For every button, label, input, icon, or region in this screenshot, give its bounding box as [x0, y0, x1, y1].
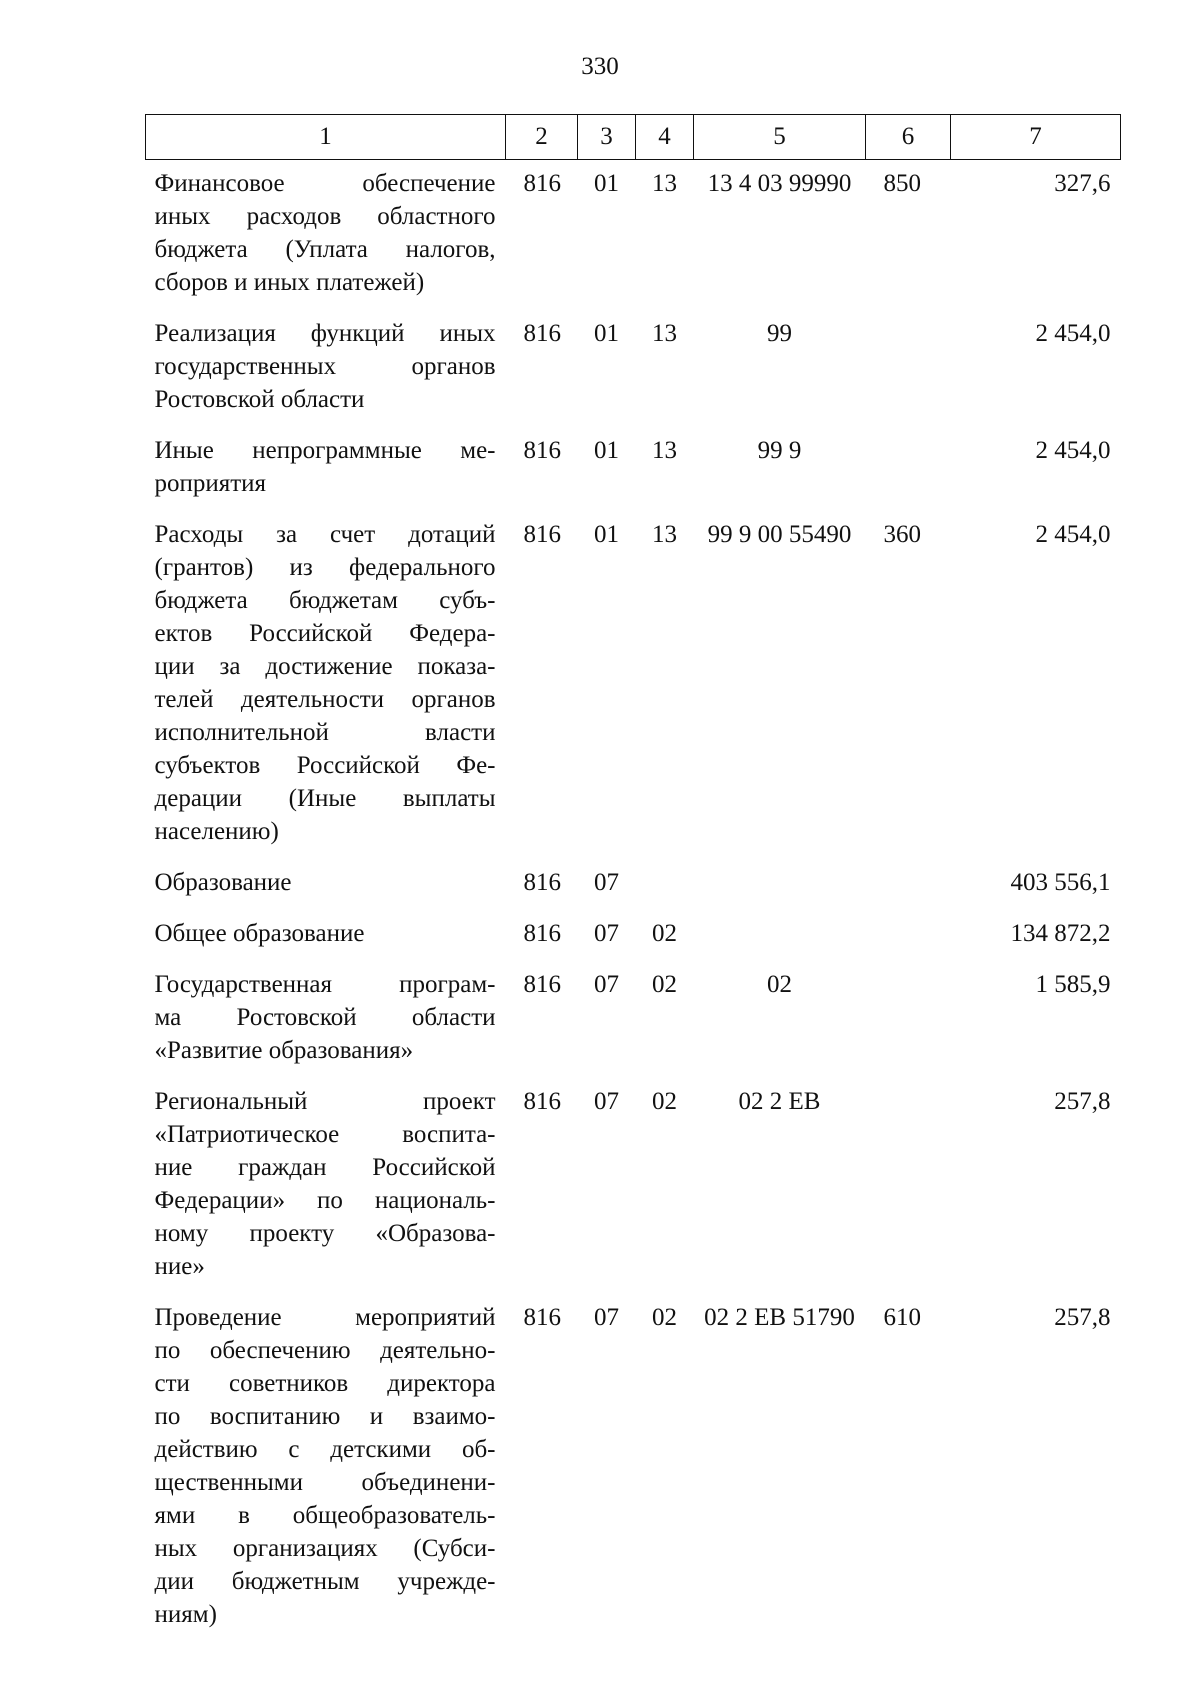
row-cell-c6: 610 [883, 1304, 921, 1331]
row-name-line: (грантов) из федерального [154, 554, 496, 581]
row-name-cell [146, 910, 506, 961]
page-number: 330 [581, 53, 619, 80]
table-row [146, 859, 1121, 910]
row-name-line: Ростовской области [154, 386, 365, 413]
row-name-line: Государственная програм- [154, 971, 496, 998]
row-cell-c6 [866, 310, 951, 427]
row-name-line: ектов Российской Федера- [154, 620, 496, 647]
row-cell-c2: 816 [523, 920, 561, 947]
row-cell-c3: 07 [594, 1088, 619, 1115]
row-cell-c3: 01 [594, 437, 619, 464]
row-cell-c3: 01 [594, 170, 619, 197]
row-cell-c6: 360 [883, 521, 921, 548]
row-cell-c7: 134 872,2 [1010, 920, 1111, 947]
header-row [146, 115, 1121, 160]
row-name-line: ние граждан Российской [154, 1154, 496, 1181]
row-cell-c7: 257,8 [1054, 1304, 1111, 1331]
row-cell-c4: 13 [652, 521, 677, 548]
row-cell-c3: 07 [594, 971, 619, 998]
row-cell-c5 [694, 859, 866, 910]
header-col-3: 3 [578, 115, 636, 160]
row-cell-c4: 02 [652, 971, 677, 998]
row-name-cell [146, 1078, 506, 1294]
row-name-line: исполнительной власти [154, 719, 496, 746]
row-cell-c5: 99 [767, 320, 792, 347]
row-name-line: бюджета бюджетам субъ- [154, 587, 496, 614]
row-cell-c6 [866, 859, 951, 910]
row-name-line: «Развитие образования» [154, 1037, 414, 1064]
row-name-line: Общее образование [154, 920, 365, 947]
row-name-line: ных организациях (Субси- [154, 1535, 496, 1562]
row-cell-c5: 02 2 ЕВ [738, 1088, 821, 1115]
row-name-cell [146, 1294, 506, 1642]
row-cell-c3: 07 [594, 869, 619, 896]
row-cell-c5: 13 4 03 99990 [707, 170, 852, 197]
row-name-line: Иные непрограммные ме- [154, 437, 496, 464]
row-cell-c7: 403 556,1 [1010, 869, 1111, 896]
budget-table [145, 114, 1121, 1642]
row-cell-c2: 816 [523, 521, 561, 548]
row-cell-c5: 99 9 00 55490 [707, 521, 852, 548]
budget-table-container [145, 114, 1120, 1642]
row-cell-c2: 816 [523, 170, 561, 197]
row-cell-c2: 816 [523, 971, 561, 998]
table-row [146, 910, 1121, 961]
row-name-line: Образование [154, 869, 292, 896]
row-name-line: населению) [154, 818, 279, 845]
row-name-line: Федерации» по националь- [154, 1187, 496, 1214]
row-cell-c6 [866, 910, 951, 961]
row-name-line: щественными объединени- [154, 1469, 496, 1496]
row-name-line: по воспитанию и взаимо- [154, 1403, 496, 1430]
row-name-line: иных расходов областного [154, 203, 496, 230]
row-cell-c4: 13 [652, 170, 677, 197]
row-cell-c4 [636, 859, 694, 910]
header-col-7: 7 [951, 115, 1121, 160]
row-name-line: роприятия [154, 470, 267, 497]
table-body [146, 160, 1121, 1643]
row-name-line: сборов и иных платежей) [154, 269, 425, 296]
row-name-line: Региональный проект [154, 1088, 496, 1115]
row-cell-c2: 816 [523, 869, 561, 896]
row-cell-c7: 257,8 [1054, 1088, 1111, 1115]
row-name-line: по обеспечению деятельно- [154, 1337, 496, 1364]
row-cell-c5: 02 [767, 971, 792, 998]
row-name-line: сти советников директора [154, 1370, 496, 1397]
row-name-cell [146, 160, 506, 311]
row-name-line: Проведение мероприятий [154, 1304, 496, 1331]
row-cell-c6 [866, 427, 951, 511]
table-header [146, 115, 1121, 160]
header-col-6: 6 [866, 115, 951, 160]
row-name-line: дерации (Иные выплаты [154, 785, 496, 812]
table-row [146, 1294, 1121, 1642]
row-name-line: Расходы за счет дотаций [154, 521, 496, 548]
row-cell-c5 [694, 910, 866, 961]
table-row [146, 310, 1121, 427]
row-name-line: действию с детскими об- [154, 1436, 496, 1463]
row-cell-c7: 2 454,0 [1035, 320, 1111, 347]
row-name-line: субъектов Российской Фе- [154, 752, 496, 779]
table-row [146, 427, 1121, 511]
row-cell-c2: 816 [523, 1088, 561, 1115]
row-cell-c6 [866, 1078, 951, 1294]
row-cell-c4: 13 [652, 320, 677, 347]
row-cell-c7: 327,6 [1054, 170, 1111, 197]
row-name-line: ции за достижение показа- [154, 653, 496, 680]
row-cell-c4: 02 [652, 1304, 677, 1331]
row-cell-c3: 01 [594, 320, 619, 347]
row-name-line: «Патриотическое воспита- [154, 1121, 496, 1148]
row-name-cell [146, 511, 506, 859]
row-name-line: бюджета (Уплата налогов, [154, 236, 496, 263]
row-cell-c2: 816 [523, 437, 561, 464]
header-col-2: 2 [506, 115, 578, 160]
row-cell-c3: 07 [594, 1304, 619, 1331]
row-cell-c2: 816 [523, 1304, 561, 1331]
row-name-line: ниям) [154, 1601, 217, 1628]
row-cell-c4: 02 [652, 920, 677, 947]
header-col-1: 1 [146, 115, 506, 160]
row-name-cell [146, 310, 506, 427]
row-cell-c6 [866, 961, 951, 1078]
row-name-line: государственных органов [154, 353, 496, 380]
row-cell-c6: 850 [883, 170, 921, 197]
row-cell-c4: 02 [652, 1088, 677, 1115]
row-name-line: ние» [154, 1253, 205, 1280]
row-name-cell [146, 427, 506, 511]
row-name-cell [146, 961, 506, 1078]
row-name-line: ма Ростовской области [154, 1004, 496, 1031]
row-cell-c2: 816 [523, 320, 561, 347]
header-col-4: 4 [636, 115, 694, 160]
row-cell-c7: 2 454,0 [1035, 521, 1111, 548]
header-col-5: 5 [694, 115, 866, 160]
row-name-cell [146, 859, 506, 910]
row-cell-c5: 02 2 ЕВ 51790 [704, 1304, 855, 1331]
row-name-line: Реализация функций иных [154, 320, 496, 347]
table-row [146, 160, 1121, 311]
row-cell-c7: 2 454,0 [1035, 437, 1111, 464]
row-cell-c7: 1 585,9 [1035, 971, 1111, 998]
row-name-line: телей деятельности органов [154, 686, 496, 713]
row-cell-c3: 01 [594, 521, 619, 548]
table-row [146, 1078, 1121, 1294]
row-name-line: ному проекту «Образова- [154, 1220, 496, 1247]
row-cell-c3: 07 [594, 920, 619, 947]
row-name-line: дии бюджетным учрежде- [154, 1568, 496, 1595]
table-row [146, 961, 1121, 1078]
row-cell-c4: 13 [652, 437, 677, 464]
row-cell-c5: 99 9 [757, 437, 802, 464]
row-name-line: Финансовое обеспечение [154, 170, 496, 197]
row-name-line: ями в общеобразователь- [154, 1502, 496, 1529]
table-row [146, 511, 1121, 859]
